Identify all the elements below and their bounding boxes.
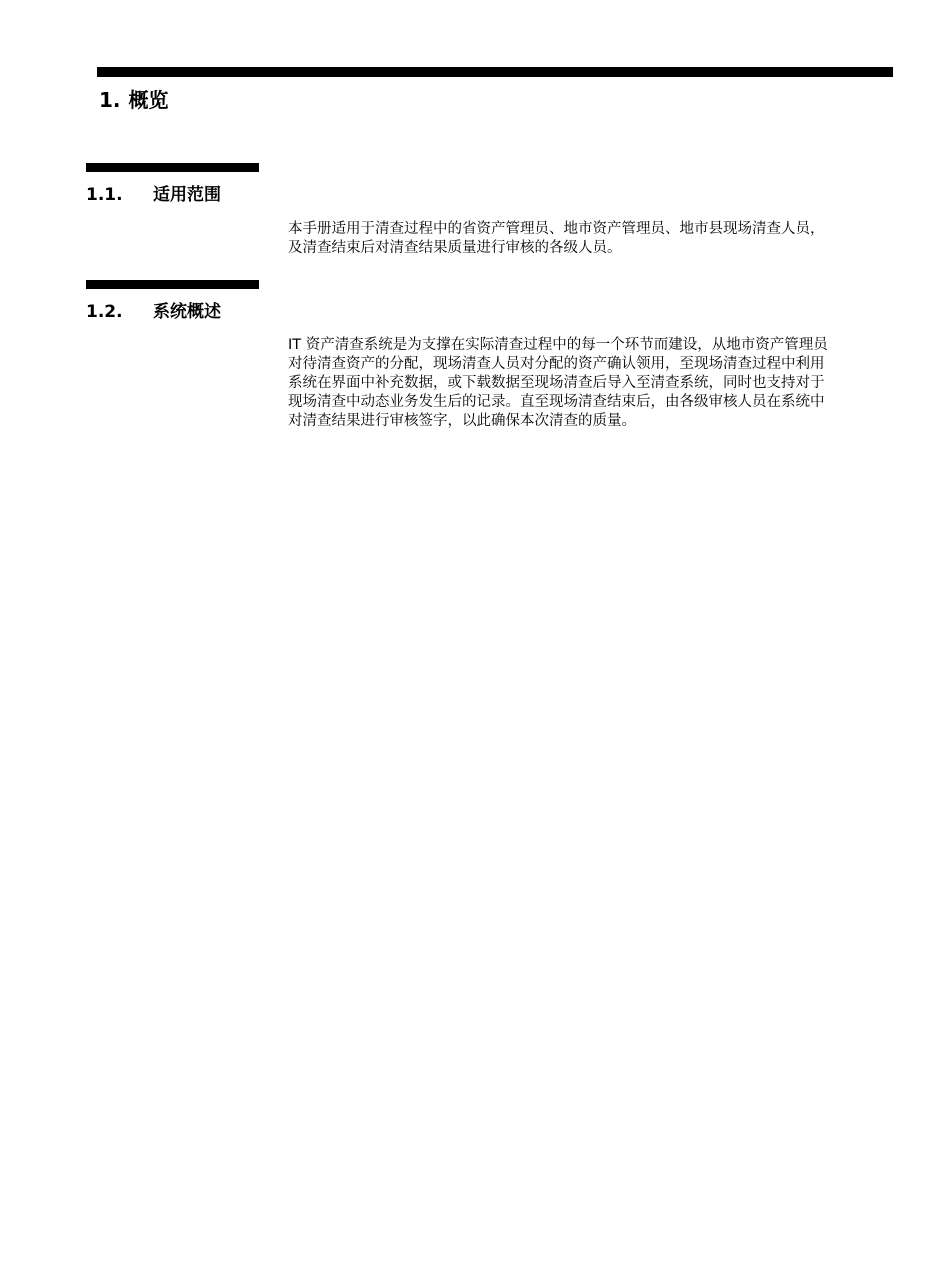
- scope-paragraph: [288, 220, 904, 258]
- chapter-heading: [99, 86, 169, 114]
- chapter-title: 概览: [128, 88, 169, 112]
- chapter-number: 1.: [99, 88, 121, 112]
- section-number: 1.2.: [86, 302, 123, 322]
- section-title: 适用范围: [153, 185, 221, 205]
- paragraph-line: 对清查结果进行审核签字，以此确保本次清查的质量。: [288, 413, 636, 429]
- paragraph-line: 及清查结束后对清查结果质量进行审核的各级人员。: [288, 240, 622, 256]
- section-title: 系统概述: [153, 302, 221, 322]
- paragraph-line: 系统在界面中补充数据，或下载数据至现场清查后导入至清查系统，同时也支持对于: [288, 375, 825, 391]
- section-heading-overview: [86, 300, 221, 324]
- overview-paragraph: [288, 336, 904, 431]
- paragraph-line: IT 资产清查系统是为支撑在实际清查过程中的每一个环节而建设，从地市资产管理员: [288, 337, 828, 353]
- section-rule-overview: [86, 280, 259, 289]
- paragraph-line: 对待清查资产的分配，现场清查人员对分配的资产确认领用，至现场清查过程中利用: [288, 356, 825, 372]
- paragraph-line: 本手册适用于清查过程中的省资产管理员、地市资产管理员、地市县现场清查人员，: [288, 221, 825, 237]
- chapter-top-rule: [97, 67, 893, 77]
- section-heading-scope: [86, 183, 221, 207]
- section-rule-scope: [86, 163, 259, 172]
- section-number: 1.1.: [86, 185, 123, 205]
- paragraph-line: 现场清查中动态业务发生后的记录。直至现场清查结束后，由各级审核人员在系统中: [288, 394, 825, 410]
